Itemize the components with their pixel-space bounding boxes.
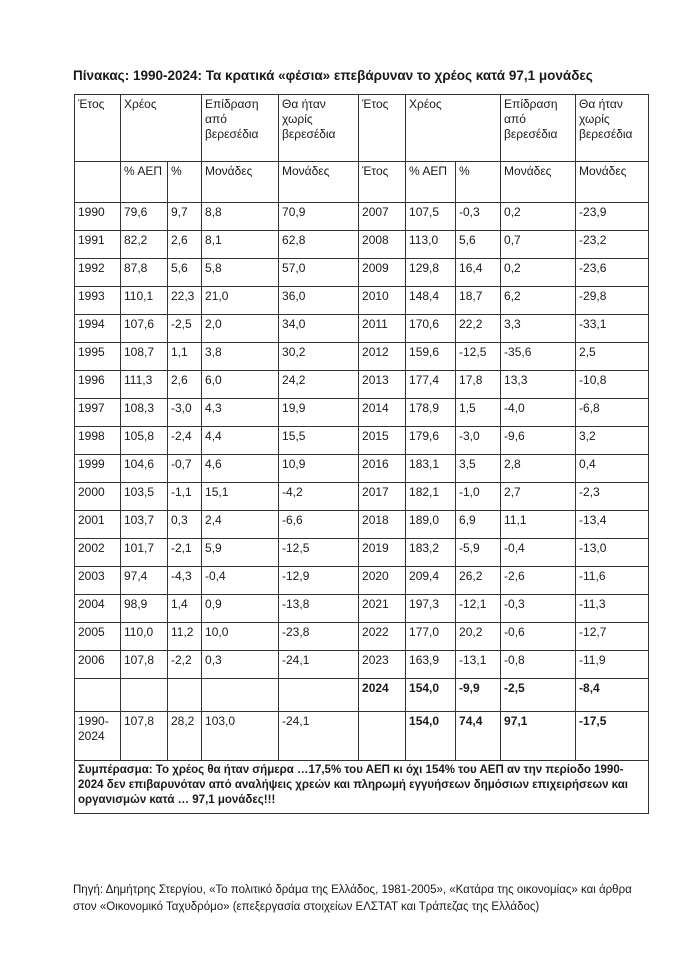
header-debt-2: Χρέος (406, 95, 501, 162)
cell: -33,1 (576, 315, 649, 343)
cell: 2,8 (501, 455, 576, 483)
cell: 34,0 (279, 315, 359, 343)
cell: -12,5 (456, 343, 501, 371)
cell: 2,6 (168, 371, 202, 399)
cell: 2023 (359, 651, 406, 679)
cell: 3,3 (501, 315, 576, 343)
subheader-units-2-b: Μονάδες (576, 162, 649, 203)
subheader-pct-gdp-2: % ΑΕΠ (406, 162, 456, 203)
table-row (75, 259, 649, 287)
cell: 1991 (75, 231, 121, 259)
cell: 108,7 (121, 343, 168, 371)
debt-table (74, 94, 649, 814)
cell: -2,5 (168, 315, 202, 343)
cell: 22,3 (168, 287, 202, 315)
cell: 26,2 (456, 567, 501, 595)
cell: 2005 (75, 623, 121, 651)
cell: -5,9 (456, 539, 501, 567)
cell: 21,0 (202, 287, 279, 315)
cell: 2019 (359, 539, 406, 567)
cell: -2,6 (501, 567, 576, 595)
cell: 2006 (75, 651, 121, 679)
header-without-2: Θα ήταν χωρίς βερεσέδια (576, 95, 649, 162)
subheader-units-2: Μονάδες (501, 162, 576, 203)
cell: -4,3 (168, 567, 202, 595)
cell: 5,8 (202, 259, 279, 287)
cell: 97,1 (501, 712, 576, 761)
cell: 22,2 (456, 315, 501, 343)
cell: 16,4 (456, 259, 501, 287)
cell: 179,6 (406, 427, 456, 455)
cell: -3,0 (168, 399, 202, 427)
cell: 2004 (75, 595, 121, 623)
cell: 62,8 (279, 231, 359, 259)
cell: 5,9 (202, 539, 279, 567)
cell: -6,6 (279, 511, 359, 539)
cell: 2014 (359, 399, 406, 427)
subheader-pct-gdp: % ΑΕΠ (121, 162, 168, 203)
cell: 103,7 (121, 511, 168, 539)
cell: 2012 (359, 343, 406, 371)
cell: 1993 (75, 287, 121, 315)
cell: -2,1 (168, 539, 202, 567)
cell: -4,2 (279, 483, 359, 511)
cell: 2018 (359, 511, 406, 539)
cell: 0,4 (576, 455, 649, 483)
cell-empty (121, 679, 168, 712)
cell: -11,3 (576, 595, 649, 623)
table-row (75, 315, 649, 343)
cell: 3,2 (576, 427, 649, 455)
subheader-units: Μονάδες (202, 162, 279, 203)
cell: 0,9 (202, 595, 279, 623)
cell: -0,7 (168, 455, 202, 483)
cell: 183,2 (406, 539, 456, 567)
cell: 87,8 (121, 259, 168, 287)
cell: 4,6 (202, 455, 279, 483)
cell: 0,3 (168, 511, 202, 539)
table-row (75, 399, 649, 427)
cell: 2007 (359, 203, 406, 231)
cell: 0,2 (501, 259, 576, 287)
cell: 2020 (359, 567, 406, 595)
table-row (75, 595, 649, 623)
cell-empty (359, 712, 406, 761)
cell: 2015 (359, 427, 406, 455)
cell: 1994 (75, 315, 121, 343)
cell: 2,7 (501, 483, 576, 511)
conclusion-text: Συμπέρασμα: Το χρέος θα ήταν σήμερα …17,5% του ΑΕΠ κι όχι 154% του ΑΕΠ αν την περίοδο 1990-2024 δεν επιβαρυνόταν από αναλήψεις χρεών και πληρωμή εγγυήσεων δημόσιων επιχειρήσεων και οργανισμών κατά … 97,1 μονάδες!!! (75, 761, 649, 814)
cell: 5,6 (456, 231, 501, 259)
table-row (75, 539, 649, 567)
cell-empty (279, 679, 359, 712)
header-impact: Επίδραση από βερεσέδια (202, 95, 279, 162)
cell: 182,1 (406, 483, 456, 511)
cell: -12,5 (279, 539, 359, 567)
cell: 159,6 (406, 343, 456, 371)
subheader-pct: % (168, 162, 202, 203)
cell: 6,2 (501, 287, 576, 315)
cell: -23,6 (576, 259, 649, 287)
table-row (75, 343, 649, 371)
cell: -13,0 (576, 539, 649, 567)
cell: 1998 (75, 427, 121, 455)
cell: 1990 (75, 203, 121, 231)
cell: 10,0 (202, 623, 279, 651)
cell: -2,4 (168, 427, 202, 455)
cell: 197,3 (406, 595, 456, 623)
cell: 2003 (75, 567, 121, 595)
cell: 15,5 (279, 427, 359, 455)
table-row (75, 287, 649, 315)
cell: 113,0 (406, 231, 456, 259)
cell: -10,8 (576, 371, 649, 399)
cell: -9,6 (501, 427, 576, 455)
page-title: Πίνακας: 1990-2024: Τα κρατικά «φέσια» επεβάρυναν το χρέος κατά 97,1 μονάδες (73, 68, 593, 83)
header-without: Θα ήταν χωρίς βερεσέδια (279, 95, 359, 162)
cell: 11,1 (501, 511, 576, 539)
header-row (75, 95, 649, 162)
cell: -0,4 (202, 567, 279, 595)
cell-empty (168, 679, 202, 712)
cell: 9,7 (168, 203, 202, 231)
cell: 8,1 (202, 231, 279, 259)
cell: 2013 (359, 371, 406, 399)
cell: 163,9 (406, 651, 456, 679)
cell: 2008 (359, 231, 406, 259)
cell: 18,7 (456, 287, 501, 315)
cell: 148,4 (406, 287, 456, 315)
total-period: 1990-2024 (75, 712, 121, 761)
table-row (75, 371, 649, 399)
cell: 1999 (75, 455, 121, 483)
cell: 2,0 (202, 315, 279, 343)
cell: 1995 (75, 343, 121, 371)
table-row (75, 483, 649, 511)
cell: 129,8 (406, 259, 456, 287)
cell: -23,8 (279, 623, 359, 651)
row-2024 (75, 679, 649, 712)
cell: -3,0 (456, 427, 501, 455)
cell: 13,3 (501, 371, 576, 399)
cell: -0,3 (456, 203, 501, 231)
cell: -11,6 (576, 567, 649, 595)
cell: 2016 (359, 455, 406, 483)
cell: 209,4 (406, 567, 456, 595)
cell: 111,3 (121, 371, 168, 399)
cell: -1,0 (456, 483, 501, 511)
table-row (75, 203, 649, 231)
cell: 0,2 (501, 203, 576, 231)
cell: 6,9 (456, 511, 501, 539)
subheader-year-2: Έτος (359, 162, 406, 203)
cell: 36,0 (279, 287, 359, 315)
cell: 3,8 (202, 343, 279, 371)
cell: -0,4 (501, 539, 576, 567)
cell: 30,2 (279, 343, 359, 371)
cell: 79,6 (121, 203, 168, 231)
cell: -12,1 (456, 595, 501, 623)
table-row (75, 567, 649, 595)
cell: 3,5 (456, 455, 501, 483)
cell: -24,1 (279, 651, 359, 679)
cell: 17,8 (456, 371, 501, 399)
cell: -9,9 (456, 679, 501, 712)
table-row (75, 511, 649, 539)
cell: -12,7 (576, 623, 649, 651)
cell: 70,9 (279, 203, 359, 231)
table-row (75, 623, 649, 651)
cell: 19,9 (279, 399, 359, 427)
cell: -12,9 (279, 567, 359, 595)
cell: -8,4 (576, 679, 649, 712)
cell: 107,8 (121, 651, 168, 679)
cell: -11,9 (576, 651, 649, 679)
cell: 2,6 (168, 231, 202, 259)
cell: -23,2 (576, 231, 649, 259)
cell: 74,4 (456, 712, 501, 761)
subheader-units-b: Μονάδες (279, 162, 359, 203)
cell: -6,8 (576, 399, 649, 427)
cell: 28,2 (168, 712, 202, 761)
cell: 1,1 (168, 343, 202, 371)
header-year: Έτος (75, 95, 121, 162)
cell: 2001 (75, 511, 121, 539)
cell: -24,1 (279, 712, 359, 761)
cell: -2,5 (501, 679, 576, 712)
cell: 2002 (75, 539, 121, 567)
cell: 154,0 (406, 712, 456, 761)
header-impact-2: Επίδραση από βερεσέδια (501, 95, 576, 162)
cell: 104,6 (121, 455, 168, 483)
cell: 189,0 (406, 511, 456, 539)
cell: 2009 (359, 259, 406, 287)
cell: 1,5 (456, 399, 501, 427)
table-row (75, 651, 649, 679)
cell: 2022 (359, 623, 406, 651)
table-row (75, 231, 649, 259)
header-year-2: Έτος (359, 95, 406, 162)
cell: 8,8 (202, 203, 279, 231)
cell: -2,2 (168, 651, 202, 679)
cell: 82,2 (121, 231, 168, 259)
cell: -35,6 (501, 343, 576, 371)
table-row (75, 455, 649, 483)
cell: 177,0 (406, 623, 456, 651)
cell: 177,4 (406, 371, 456, 399)
cell-empty (75, 679, 121, 712)
cell: 98,9 (121, 595, 168, 623)
cell: 4,4 (202, 427, 279, 455)
cell: 2024 (359, 679, 406, 712)
cell: 105,8 (121, 427, 168, 455)
cell: -0,3 (501, 595, 576, 623)
cell: 154,0 (406, 679, 456, 712)
cell: 0,3 (202, 651, 279, 679)
cell: -23,9 (576, 203, 649, 231)
cell: 2010 (359, 287, 406, 315)
cell: 107,6 (121, 315, 168, 343)
cell: -0,8 (501, 651, 576, 679)
cell: 2,4 (202, 511, 279, 539)
cell: 178,9 (406, 399, 456, 427)
cell: -13,4 (576, 511, 649, 539)
source-note: Πηγή: Δημήτρης Στεργίου, «Το πολιτικό δράμα της Ελλάδος, 1981-2005», «Κατάρα της οικονομίας» και άρθρα στον «Οικονομικό Ταχυδρόμο» (επεξεργασία στοιχείων ΕΛΣΤΑΤ και Τράπεζας της Ελλάδος) (73, 884, 632, 913)
cell: 107,8 (121, 712, 168, 761)
cell: 2021 (359, 595, 406, 623)
cell: 107,5 (406, 203, 456, 231)
subheader-pct-2: % (456, 162, 501, 203)
cell: -29,8 (576, 287, 649, 315)
table-row (75, 427, 649, 455)
cell: -13,1 (456, 651, 501, 679)
total-row (75, 712, 649, 761)
cell: 2,5 (576, 343, 649, 371)
cell: 6,0 (202, 371, 279, 399)
cell: 97,4 (121, 567, 168, 595)
cell: -2,3 (576, 483, 649, 511)
cell: 110,1 (121, 287, 168, 315)
cell: 0,7 (501, 231, 576, 259)
cell: -13,8 (279, 595, 359, 623)
cell: -4,0 (501, 399, 576, 427)
cell: 103,0 (202, 712, 279, 761)
cell: 1997 (75, 399, 121, 427)
cell-empty (202, 679, 279, 712)
cell: -1,1 (168, 483, 202, 511)
cell: 2000 (75, 483, 121, 511)
subheader-row (75, 162, 649, 203)
cell: 103,5 (121, 483, 168, 511)
subheader-blank (75, 162, 121, 203)
cell: 2017 (359, 483, 406, 511)
cell: 1996 (75, 371, 121, 399)
cell: 24,2 (279, 371, 359, 399)
cell: 57,0 (279, 259, 359, 287)
cell: 11,2 (168, 623, 202, 651)
cell: 2011 (359, 315, 406, 343)
cell: 110,0 (121, 623, 168, 651)
cell: 101,7 (121, 539, 168, 567)
cell: 108,3 (121, 399, 168, 427)
cell: 4,3 (202, 399, 279, 427)
cell: 1,4 (168, 595, 202, 623)
cell: 183,1 (406, 455, 456, 483)
cell: 10,9 (279, 455, 359, 483)
cell: 170,6 (406, 315, 456, 343)
header-debt: Χρέος (121, 95, 202, 162)
conclusion-row (75, 761, 649, 814)
cell: 20,2 (456, 623, 501, 651)
cell: 5,6 (168, 259, 202, 287)
cell: -0,6 (501, 623, 576, 651)
cell: 1992 (75, 259, 121, 287)
cell: -17,5 (576, 712, 649, 761)
cell: 15,1 (202, 483, 279, 511)
